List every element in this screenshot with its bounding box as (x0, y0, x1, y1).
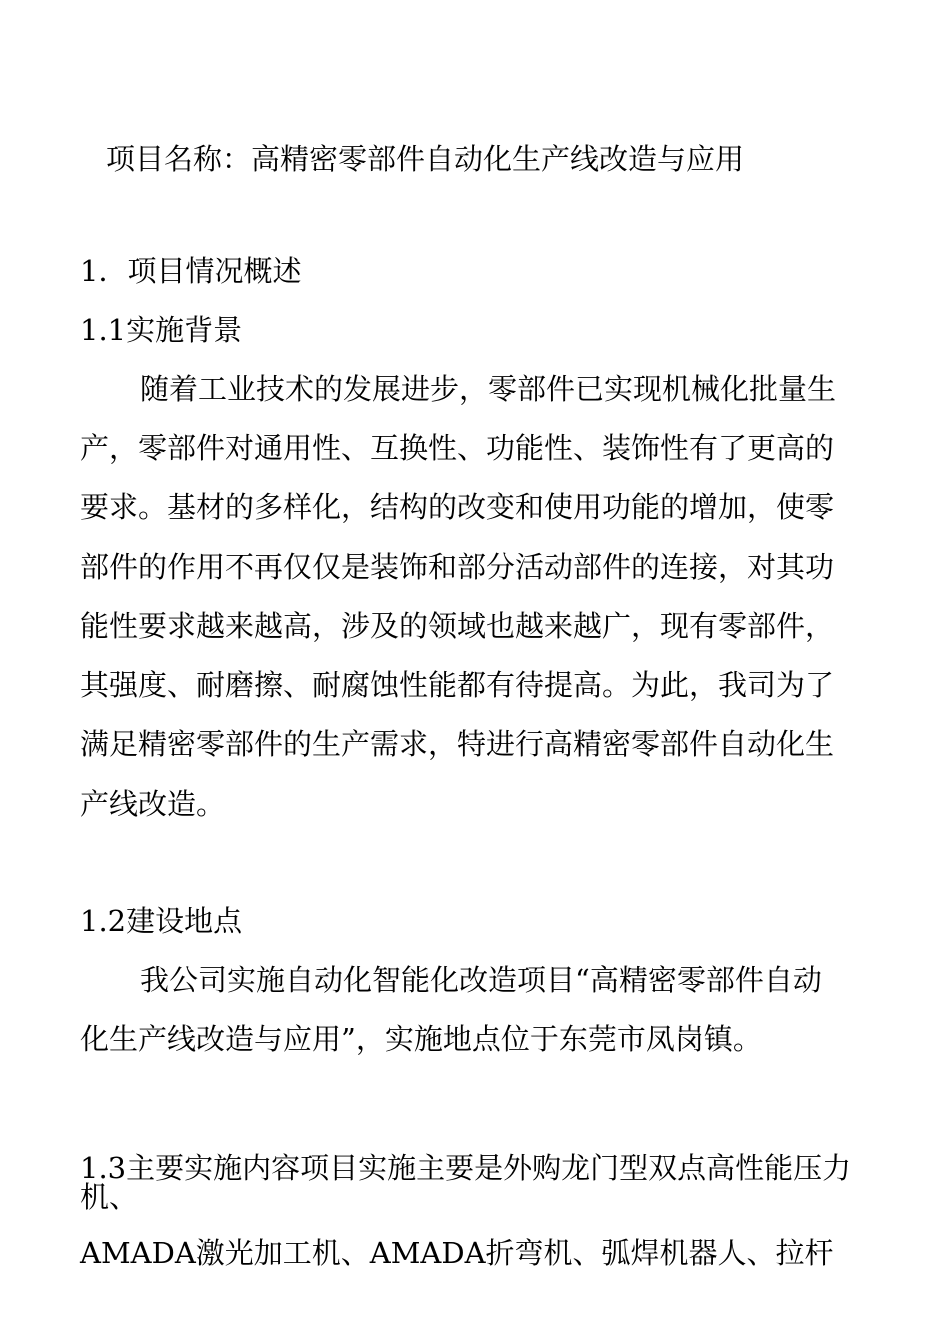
paragraph-line: 满足精密零部件的生产需求，特进行高精密零部件自动化生 (80, 727, 835, 761)
section-1-3-line: 机、 (80, 1180, 139, 1214)
paragraph-line: 化生产线改造与应用”，实施地点位于东莞市凤岗镇。 (80, 1022, 762, 1056)
section-1-1-heading: 1.1实施背景 (80, 313, 243, 347)
paragraph-line: 产线改造。 (80, 787, 226, 821)
paragraph-line: 随着工业技术的发展进步，零部件已实现机械化批量生 (140, 372, 837, 406)
paragraph-line: 其强度、耐磨擦、耐腐蚀性能都有待提高。为此，我司为了 (80, 668, 835, 702)
paragraph-line: 要求。基材的多样化，结构的改变和使用功能的增加，使零 (80, 490, 835, 524)
section-1-3-line: 1.3主要实施内容项目实施主要是外购龙门型双点高性能压力 (80, 1151, 852, 1185)
project-title: 项目名称：高精密零部件自动化生产线改造与应用 (106, 142, 745, 176)
paragraph-line: 能性要求越来越高，涉及的领域也越来越广，现有零部件， (80, 609, 835, 643)
section-1-2-heading: 1.2建设地点 (80, 904, 243, 938)
paragraph-line: 部件的作用不再仅仅是装饰和部分活动部件的连接，对其功 (80, 550, 835, 584)
paragraph-line: 产，零部件对通用性、互换性、功能性、装饰性有了更高的 (80, 431, 835, 465)
section-1-3-line: AMADA激光加工机、AMADA折弯机、弧焊机器人、拉杆 (80, 1236, 834, 1270)
section-1-heading: 1．项目情况概述 (80, 254, 302, 288)
paragraph-line: 我公司实施自动化智能化改造项目“高精密零部件自动 (140, 963, 822, 997)
